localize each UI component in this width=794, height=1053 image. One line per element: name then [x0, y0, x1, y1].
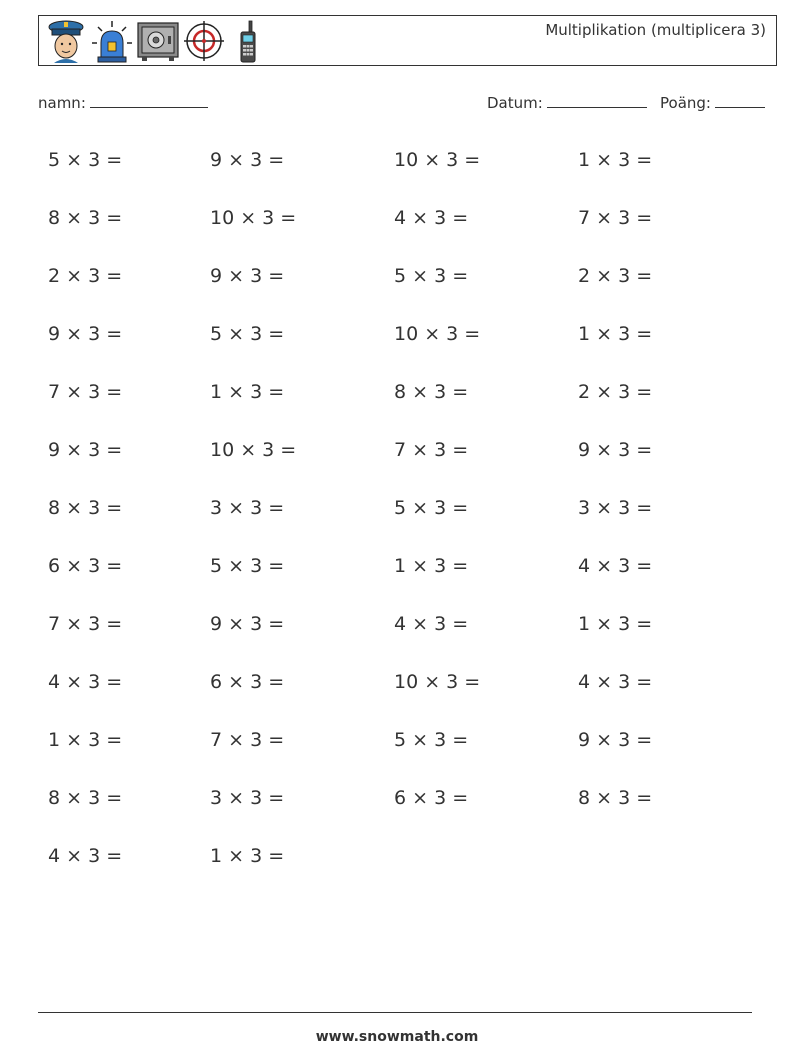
problem-item: 5 × 3 = [210, 323, 285, 345]
score-label: Poäng: [660, 94, 711, 112]
police-officer-icon [44, 19, 88, 63]
problem-item: 5 × 3 = [210, 555, 285, 577]
name-label: namn: [38, 94, 86, 112]
problem-item: 10 × 3 = [210, 439, 297, 461]
name-blank[interactable] [90, 93, 208, 108]
problem-item: 5 × 3 = [48, 149, 123, 171]
score-field [660, 93, 765, 112]
problem-item: 7 × 3 = [578, 207, 653, 229]
problem-item: 10 × 3 = [394, 671, 481, 693]
problem-item: 4 × 3 = [578, 671, 653, 693]
problem-item: 7 × 3 = [394, 439, 469, 461]
problem-item: 3 × 3 = [578, 497, 653, 519]
problem-item: 9 × 3 = [578, 439, 653, 461]
name-field [38, 93, 208, 112]
problem-item: 1 × 3 = [394, 555, 469, 577]
problem-item: 5 × 3 = [394, 265, 469, 287]
problem-item: 5 × 3 = [394, 729, 469, 751]
safe-icon [136, 19, 180, 63]
problem-item: 6 × 3 = [48, 555, 123, 577]
problem-item: 6 × 3 = [394, 787, 469, 809]
problem-item: 1 × 3 = [210, 381, 285, 403]
problem-item: 8 × 3 = [48, 207, 123, 229]
problem-item: 1 × 3 = [578, 323, 653, 345]
problem-item: 4 × 3 = [578, 555, 653, 577]
problem-item: 9 × 3 = [210, 265, 285, 287]
problem-item: 10 × 3 = [210, 207, 297, 229]
problem-item: 7 × 3 = [48, 381, 123, 403]
problem-item: 1 × 3 = [578, 149, 653, 171]
problem-item: 8 × 3 = [48, 497, 123, 519]
date-label: Datum: [487, 94, 543, 112]
date-field [487, 93, 647, 112]
walkie-talkie-icon [228, 19, 272, 63]
problem-item: 8 × 3 = [394, 381, 469, 403]
footer-url: www.snowmath.com [315, 1029, 479, 1045]
worksheet-header [38, 15, 777, 66]
problem-item: 6 × 3 = [210, 671, 285, 693]
score-blank[interactable] [715, 93, 765, 108]
problem-item: 9 × 3 = [48, 323, 123, 345]
problem-item: 2 × 3 = [578, 265, 653, 287]
problem-item: 4 × 3 = [48, 671, 123, 693]
problem-item: 3 × 3 = [210, 787, 285, 809]
crosshair-target-icon [182, 19, 226, 63]
problem-item: 8 × 3 = [48, 787, 123, 809]
problem-item: 9 × 3 = [210, 613, 285, 635]
problem-item: 1 × 3 = [578, 613, 653, 635]
problem-item: 9 × 3 = [48, 439, 123, 461]
problem-item: 9 × 3 = [210, 149, 285, 171]
worksheet-title: Multiplikation (multiplicera 3) [545, 21, 766, 39]
problem-item: 7 × 3 = [48, 613, 123, 635]
problem-item: 2 × 3 = [48, 265, 123, 287]
problem-item: 10 × 3 = [394, 149, 481, 171]
problem-item: 1 × 3 = [210, 845, 285, 867]
problem-item: 2 × 3 = [578, 381, 653, 403]
siren-light-icon [90, 19, 134, 63]
problem-item: 4 × 3 = [394, 207, 469, 229]
problem-item: 4 × 3 = [48, 845, 123, 867]
problem-item: 4 × 3 = [394, 613, 469, 635]
footer-divider [38, 1012, 752, 1013]
problem-item: 7 × 3 = [210, 729, 285, 751]
problem-item: 8 × 3 = [578, 787, 653, 809]
problem-item: 1 × 3 = [48, 729, 123, 751]
problem-item: 9 × 3 = [578, 729, 653, 751]
problem-item: 3 × 3 = [210, 497, 285, 519]
problem-item: 10 × 3 = [394, 323, 481, 345]
date-blank[interactable] [547, 93, 647, 108]
problem-item: 5 × 3 = [394, 497, 469, 519]
